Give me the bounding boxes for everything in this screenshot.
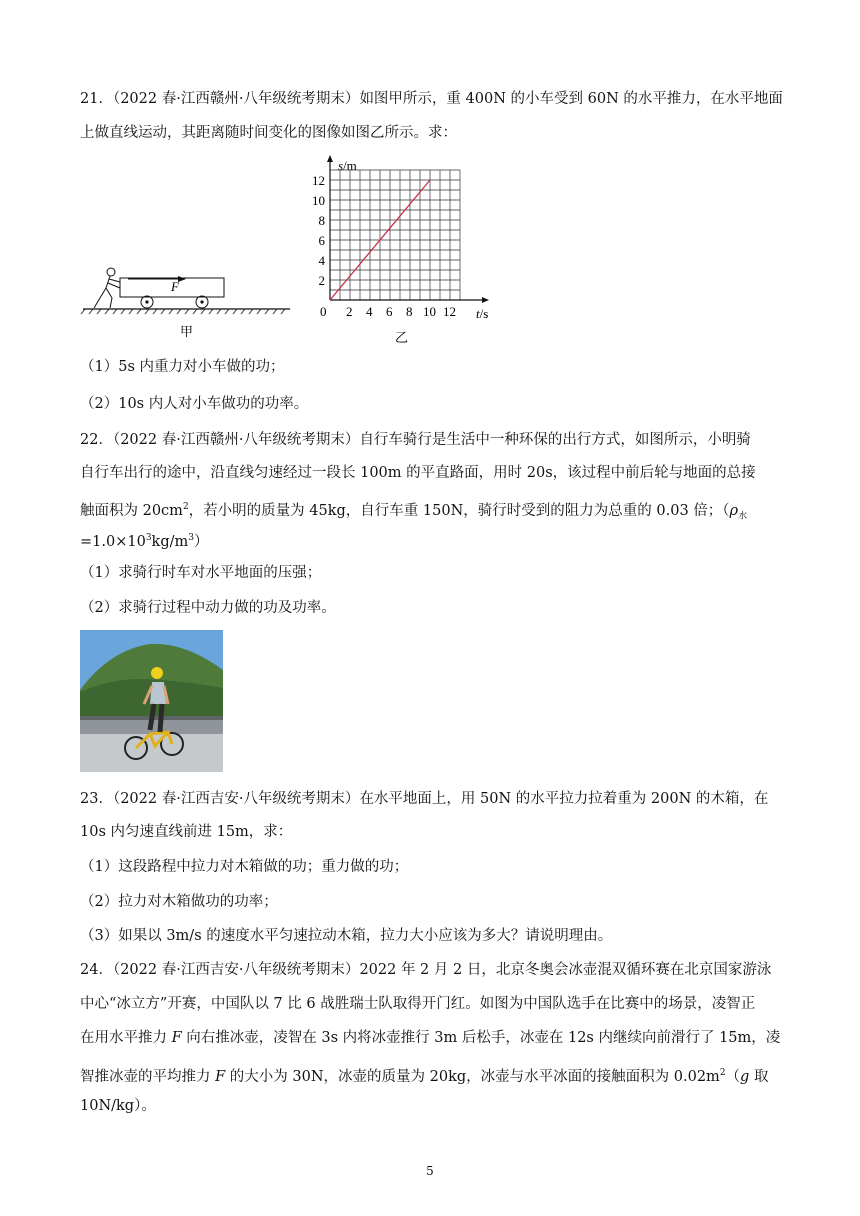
- graph-axes: [327, 155, 489, 303]
- fig-yi-caption: 乙: [395, 330, 409, 345]
- fig-jia-caption: 甲: [180, 324, 194, 339]
- q24-line4-sup: 2: [719, 1068, 726, 1078]
- q23-text: 在水平地面上，用 50N 的水平拉力拉着重为 200N 的木箱，在: [359, 791, 769, 807]
- force-symbol-2: F: [215, 1068, 226, 1085]
- x-tick-label: 0: [320, 304, 327, 319]
- st-graph: [300, 150, 500, 350]
- q23-source: （2022 春·江西吉安·八年级统考期末）: [112, 791, 360, 807]
- q21-line1: [80, 89, 783, 109]
- q21-sub2: （2）10s 内人对小车做功的功率。: [80, 396, 309, 412]
- q24-line4-d: 取: [749, 1068, 769, 1085]
- q23-sub1: （1）这段路程中拉力对木箱做的功；重力做的功；: [80, 859, 409, 875]
- q22-line4-c: ）: [193, 533, 209, 550]
- g-symbol: g: [740, 1068, 750, 1085]
- q22-sub2: （2）求骑行过程中动力做的功及功率。: [80, 600, 336, 616]
- q22-line4: [80, 528, 208, 552]
- q21-number: 21．: [80, 91, 113, 107]
- q22-line4-sup2: 3: [188, 533, 194, 543]
- force-label: F: [171, 279, 179, 294]
- q24-line4-b: 的大小为 30N，冰壶的质量为 20kg，冰壶与水平冰面的接触面积为 0.02m: [225, 1068, 720, 1085]
- q21-source: （2022 春·江西赣州·八年级统考期末）: [112, 91, 360, 107]
- q21-line2: 上做直线运动，其距离随时间变化的图像如图乙所示。求：: [80, 125, 457, 141]
- q24-line4-c: （: [725, 1068, 741, 1085]
- y-tick-label: 8: [318, 213, 325, 228]
- q24-number: 24．: [80, 962, 113, 978]
- x-tick-label: 12: [443, 304, 456, 319]
- q24-text: 2022 年 2 月 2 日，北京冬奥会冰壶混双循环赛在北京国家游泳: [359, 962, 772, 978]
- x-tick-label: 2: [346, 304, 353, 319]
- q24-line4: [80, 1063, 768, 1087]
- q23-sub3: （3）如果以 3m/s 的速度水平匀速拉动木箱，拉力大小应该为多大？请说明理由。: [80, 928, 613, 944]
- x-tick-label: 6: [386, 304, 393, 319]
- q22-line2: 自行车出行的途中，沿直线匀速经过一段长 100m 的平直路面，用时 20s，该过程中前后轮与地面的总接: [80, 465, 756, 481]
- q23-line1: [80, 789, 768, 809]
- q23-sub2: （2）拉力对木箱做功的功率；: [80, 894, 278, 910]
- q21-sub1: （1）5s 内重力对小车做的功；: [80, 359, 285, 375]
- q22-source: （2022 春·江西赣州·八年级统考期末）: [112, 432, 360, 448]
- cyclist-photo: [80, 630, 223, 772]
- q24-line5: 10N/kg）。: [80, 1098, 156, 1114]
- page-number: 5: [426, 1164, 434, 1178]
- q22-line4-a: =1.0×10: [80, 533, 146, 550]
- q24-line3: [80, 1028, 780, 1048]
- y-tick-label: 10: [312, 193, 325, 208]
- q22-line1: [80, 430, 751, 450]
- rho-subscript: 水: [738, 511, 748, 522]
- q23-line2: 10s 内匀速直线前进 15m，求：: [80, 824, 293, 840]
- graph-grid: [330, 170, 460, 300]
- cart-figure: [80, 262, 295, 342]
- force-symbol: F: [171, 1030, 182, 1046]
- q22-line3-a: 触面积为 20cm: [80, 502, 183, 519]
- q22-sub1: （1）求骑行时车对水平地面的压强；: [80, 565, 322, 581]
- x-tick-label: 10: [423, 304, 436, 319]
- q24-line3-a: 在用水平推力: [80, 1030, 172, 1046]
- q22-line4-b: kg/m: [151, 533, 189, 550]
- q24-source: （2022 春·江西吉安·八年级统考期末）: [112, 962, 360, 978]
- rho-symbol: ρ: [729, 502, 739, 519]
- q22-line3-b: ，若小明的质量为 45kg，自行车重 150N，骑行时受到的阻力为总重的 0.03 倍；（: [188, 502, 730, 519]
- y-tick-label: 6: [318, 233, 325, 248]
- q21-text: 如图甲所示，重 400N 的小车受到 60N 的水平推力，在水平地面: [359, 91, 783, 107]
- q22-line3-sup: 2: [182, 502, 189, 512]
- q22-line4-sup: 3: [145, 533, 152, 543]
- y-tick-label: 12: [312, 173, 325, 188]
- q22-line3: [80, 497, 747, 527]
- y-tick-label: 4: [318, 253, 325, 268]
- y-tick-label: 2: [318, 273, 325, 288]
- q24-line4-a: 智推冰壶的平均推力: [80, 1068, 216, 1085]
- q22-number: 22．: [80, 432, 113, 448]
- x-tick-label: 8: [406, 304, 413, 319]
- x-axis-label: t/s: [476, 306, 489, 321]
- q24-line2: 中心“冰立方”开赛，中国队以 7 比 6 战胜瑞士队取得开门红。如图为中国队选手在比赛中的场景，凌智正: [80, 996, 756, 1012]
- y-axis-label: s/m: [338, 158, 357, 173]
- x-tick-label: 4: [366, 304, 373, 319]
- q23-number: 23．: [80, 791, 113, 807]
- q24-line1: [80, 960, 771, 980]
- q22-text: 自行车骑行是生活中一种环保的出行方式，如图所示，小明骑: [359, 432, 751, 448]
- q24-line3-b: 向右推冰壶，凌智在 3s 内将冰壶推行 3m 后松手，冰壶在 12s 内继续向前滑行了 15m，凌: [181, 1030, 781, 1046]
